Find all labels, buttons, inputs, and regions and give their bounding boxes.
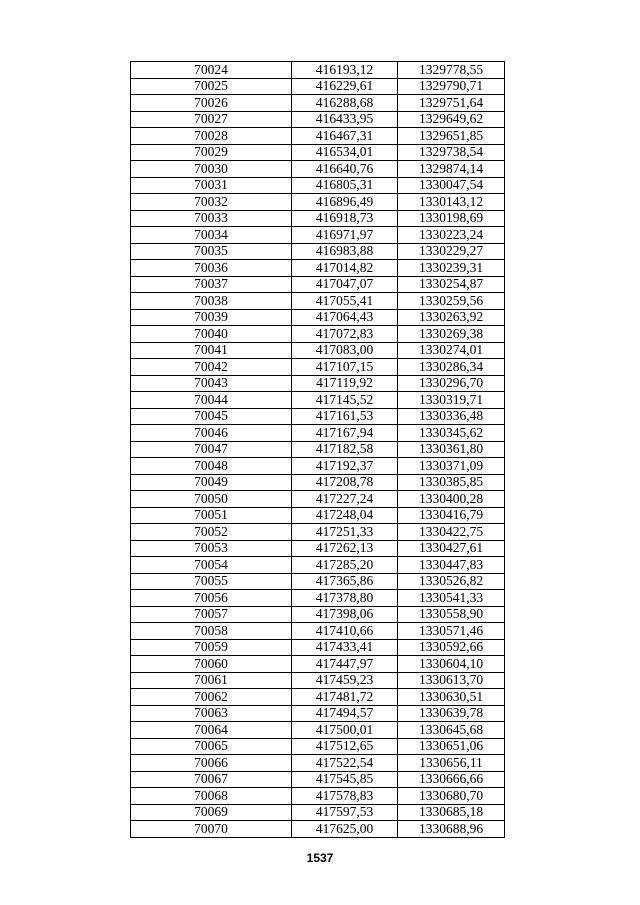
x-coordinate-cell: 417119,92	[292, 375, 398, 392]
table-row	[131, 507, 505, 524]
y-coordinate-cell: 1330143,12	[398, 194, 505, 211]
x-coordinate-cell: 417192,37	[292, 458, 398, 475]
point-id-cell: 70054	[131, 557, 292, 574]
x-coordinate-cell: 416193,12	[292, 62, 398, 79]
table-row	[131, 144, 505, 161]
x-coordinate-cell: 417459,23	[292, 672, 398, 689]
table-row	[131, 375, 505, 392]
y-coordinate-cell: 1330371,09	[398, 458, 505, 475]
x-coordinate-cell: 417208,78	[292, 474, 398, 491]
y-coordinate-cell: 1330254,87	[398, 276, 505, 293]
x-coordinate-cell: 416288,68	[292, 95, 398, 112]
y-coordinate-cell: 1330571,46	[398, 623, 505, 640]
y-coordinate-cell: 1330526,82	[398, 573, 505, 590]
y-coordinate-cell: 1330296,70	[398, 375, 505, 392]
x-coordinate-cell: 417597,53	[292, 804, 398, 821]
point-id-cell: 70066	[131, 755, 292, 772]
table-row	[131, 672, 505, 689]
x-coordinate-cell: 417107,15	[292, 359, 398, 376]
point-id-cell: 70040	[131, 326, 292, 343]
table-row	[131, 293, 505, 310]
y-coordinate-cell: 1330422,75	[398, 524, 505, 541]
point-id-cell: 70051	[131, 507, 292, 524]
y-coordinate-cell: 1330263,92	[398, 309, 505, 326]
x-coordinate-cell: 416918,73	[292, 210, 398, 227]
y-coordinate-cell: 1330336,48	[398, 408, 505, 425]
point-id-cell: 70045	[131, 408, 292, 425]
point-id-cell: 70069	[131, 804, 292, 821]
table-row	[131, 78, 505, 95]
y-coordinate-cell: 1330639,78	[398, 705, 505, 722]
table-row	[131, 557, 505, 574]
x-coordinate-cell: 417182,58	[292, 441, 398, 458]
x-coordinate-cell: 417047,07	[292, 276, 398, 293]
point-id-cell: 70031	[131, 177, 292, 194]
y-coordinate-cell: 1330319,71	[398, 392, 505, 409]
table-row	[131, 590, 505, 607]
point-id-cell: 70035	[131, 243, 292, 260]
y-coordinate-cell: 1330239,31	[398, 260, 505, 277]
table-row	[131, 392, 505, 409]
table-row	[131, 260, 505, 277]
y-coordinate-cell: 1330286,34	[398, 359, 505, 376]
x-coordinate-cell: 417625,00	[292, 821, 398, 838]
point-id-cell: 70027	[131, 111, 292, 128]
x-coordinate-cell: 417522,54	[292, 755, 398, 772]
y-coordinate-cell: 1330645,68	[398, 722, 505, 739]
point-id-cell: 70067	[131, 771, 292, 788]
y-coordinate-cell: 1330229,27	[398, 243, 505, 260]
x-coordinate-cell: 416971,97	[292, 227, 398, 244]
point-id-cell: 70039	[131, 309, 292, 326]
table-row	[131, 227, 505, 244]
x-coordinate-cell: 417083,00	[292, 342, 398, 359]
point-id-cell: 70056	[131, 590, 292, 607]
table-row	[131, 161, 505, 178]
point-id-cell: 70030	[131, 161, 292, 178]
y-coordinate-cell: 1330613,70	[398, 672, 505, 689]
x-coordinate-cell: 417055,41	[292, 293, 398, 310]
table-row	[131, 210, 505, 227]
table-row	[131, 95, 505, 112]
y-coordinate-cell: 1329874,14	[398, 161, 505, 178]
table-row	[131, 540, 505, 557]
table-row	[131, 639, 505, 656]
point-id-cell: 70042	[131, 359, 292, 376]
table-row	[131, 788, 505, 805]
x-coordinate-cell: 417481,72	[292, 689, 398, 706]
table-row	[131, 425, 505, 442]
point-id-cell: 70049	[131, 474, 292, 491]
page-number: 1537	[306, 851, 334, 865]
y-coordinate-cell: 1329778,55	[398, 62, 505, 79]
table-row	[131, 689, 505, 706]
y-coordinate-cell: 1329738,54	[398, 144, 505, 161]
y-coordinate-cell: 1330656,11	[398, 755, 505, 772]
point-id-cell: 70060	[131, 656, 292, 673]
point-id-cell: 70050	[131, 491, 292, 508]
x-coordinate-cell: 417064,43	[292, 309, 398, 326]
point-id-cell: 70037	[131, 276, 292, 293]
x-coordinate-cell: 417494,57	[292, 705, 398, 722]
table-row	[131, 573, 505, 590]
table-row	[131, 821, 505, 838]
point-id-cell: 70064	[131, 722, 292, 739]
point-id-cell: 70055	[131, 573, 292, 590]
point-id-cell: 70046	[131, 425, 292, 442]
point-id-cell: 70044	[131, 392, 292, 409]
x-coordinate-cell: 416805,31	[292, 177, 398, 194]
x-coordinate-cell: 417433,41	[292, 639, 398, 656]
table-row	[131, 111, 505, 128]
table-row	[131, 326, 505, 343]
x-coordinate-cell: 416983,88	[292, 243, 398, 260]
point-id-cell: 70038	[131, 293, 292, 310]
table-row	[131, 474, 505, 491]
point-id-cell: 70062	[131, 689, 292, 706]
y-coordinate-cell: 1330427,61	[398, 540, 505, 557]
table-row	[131, 276, 505, 293]
y-coordinate-cell: 1329751,64	[398, 95, 505, 112]
y-coordinate-cell: 1330223,24	[398, 227, 505, 244]
table-row	[131, 771, 505, 788]
table-row	[131, 804, 505, 821]
point-id-cell: 70028	[131, 128, 292, 145]
point-id-cell: 70041	[131, 342, 292, 359]
x-coordinate-cell: 417167,94	[292, 425, 398, 442]
point-id-cell: 70053	[131, 540, 292, 557]
y-coordinate-cell: 1330688,96	[398, 821, 505, 838]
x-coordinate-cell: 417545,85	[292, 771, 398, 788]
point-id-cell: 70043	[131, 375, 292, 392]
point-id-cell: 70024	[131, 62, 292, 79]
y-coordinate-cell: 1330630,51	[398, 689, 505, 706]
table-row	[131, 705, 505, 722]
y-coordinate-cell: 1329790,71	[398, 78, 505, 95]
table-row	[131, 458, 505, 475]
x-coordinate-cell: 417014,82	[292, 260, 398, 277]
table-row	[131, 342, 505, 359]
x-coordinate-cell: 417378,80	[292, 590, 398, 607]
table-row	[131, 755, 505, 772]
x-coordinate-cell: 417262,13	[292, 540, 398, 557]
point-id-cell: 70032	[131, 194, 292, 211]
x-coordinate-cell: 416896,49	[292, 194, 398, 211]
y-coordinate-cell: 1330198,69	[398, 210, 505, 227]
point-id-cell: 70034	[131, 227, 292, 244]
table-row	[131, 524, 505, 541]
y-coordinate-cell: 1330685,18	[398, 804, 505, 821]
coordinates-table-body	[131, 62, 505, 838]
y-coordinate-cell: 1330361,80	[398, 441, 505, 458]
point-id-cell: 70033	[131, 210, 292, 227]
table-row	[131, 491, 505, 508]
x-coordinate-cell: 417578,83	[292, 788, 398, 805]
y-coordinate-cell: 1330259,56	[398, 293, 505, 310]
table-row	[131, 309, 505, 326]
table-row	[131, 243, 505, 260]
point-id-cell: 70026	[131, 95, 292, 112]
y-coordinate-cell: 1330666,66	[398, 771, 505, 788]
x-coordinate-cell: 417161,53	[292, 408, 398, 425]
x-coordinate-cell: 417365,86	[292, 573, 398, 590]
y-coordinate-cell: 1330269,38	[398, 326, 505, 343]
y-coordinate-cell: 1329651,85	[398, 128, 505, 145]
table-row	[131, 606, 505, 623]
table-row	[131, 62, 505, 79]
x-coordinate-cell: 417285,20	[292, 557, 398, 574]
point-id-cell: 70058	[131, 623, 292, 640]
point-id-cell: 70036	[131, 260, 292, 277]
y-coordinate-cell: 1330400,28	[398, 491, 505, 508]
y-coordinate-cell: 1330651,06	[398, 738, 505, 755]
y-coordinate-cell: 1330416,79	[398, 507, 505, 524]
y-coordinate-cell: 1330541,33	[398, 590, 505, 607]
table-row	[131, 128, 505, 145]
x-coordinate-cell: 417512,65	[292, 738, 398, 755]
point-id-cell: 70070	[131, 821, 292, 838]
table-row	[131, 441, 505, 458]
point-id-cell: 70059	[131, 639, 292, 656]
x-coordinate-cell: 417447,97	[292, 656, 398, 673]
point-id-cell: 70057	[131, 606, 292, 623]
point-id-cell: 70068	[131, 788, 292, 805]
point-id-cell: 70025	[131, 78, 292, 95]
table-row	[131, 177, 505, 194]
x-coordinate-cell: 417500,01	[292, 722, 398, 739]
y-coordinate-cell: 1330604,10	[398, 656, 505, 673]
y-coordinate-cell: 1330345,62	[398, 425, 505, 442]
x-coordinate-cell: 416640,76	[292, 161, 398, 178]
x-coordinate-cell: 417145,52	[292, 392, 398, 409]
x-coordinate-cell: 417251,33	[292, 524, 398, 541]
point-id-cell: 70047	[131, 441, 292, 458]
point-id-cell: 70048	[131, 458, 292, 475]
table-row	[131, 194, 505, 211]
y-coordinate-cell: 1330385,85	[398, 474, 505, 491]
x-coordinate-cell: 416467,31	[292, 128, 398, 145]
table-row	[131, 722, 505, 739]
x-coordinate-cell: 416433,95	[292, 111, 398, 128]
y-coordinate-cell: 1330592,66	[398, 639, 505, 656]
x-coordinate-cell: 416534,01	[292, 144, 398, 161]
table-row	[131, 656, 505, 673]
table-row	[131, 359, 505, 376]
y-coordinate-cell: 1330558,90	[398, 606, 505, 623]
x-coordinate-cell: 417410,66	[292, 623, 398, 640]
point-id-cell: 70029	[131, 144, 292, 161]
y-coordinate-cell: 1330447,83	[398, 557, 505, 574]
point-id-cell: 70061	[131, 672, 292, 689]
x-coordinate-cell: 417227,24	[292, 491, 398, 508]
point-id-cell: 70063	[131, 705, 292, 722]
y-coordinate-cell: 1330274,01	[398, 342, 505, 359]
point-id-cell: 70065	[131, 738, 292, 755]
y-coordinate-cell: 1329649,62	[398, 111, 505, 128]
x-coordinate-cell: 417072,83	[292, 326, 398, 343]
x-coordinate-cell: 417248,04	[292, 507, 398, 524]
table-row	[131, 623, 505, 640]
x-coordinate-cell: 416229,61	[292, 78, 398, 95]
table-row	[131, 738, 505, 755]
table-row	[131, 408, 505, 425]
y-coordinate-cell: 1330047,54	[398, 177, 505, 194]
point-id-cell: 70052	[131, 524, 292, 541]
x-coordinate-cell: 417398,06	[292, 606, 398, 623]
y-coordinate-cell: 1330680,70	[398, 788, 505, 805]
coordinates-table	[130, 61, 505, 838]
